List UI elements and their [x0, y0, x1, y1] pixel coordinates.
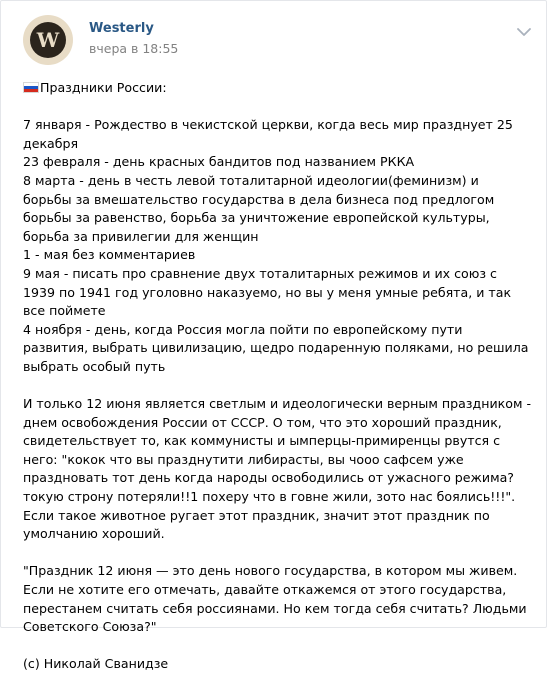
avatar[interactable]	[23, 15, 73, 65]
post-text	[23, 79, 531, 674]
post-header	[23, 15, 523, 65]
holiday-item: 9 мая - писать про сравнение двух тоталитарных режимов и их союз с 1939 по 1941 год уголовно наказуемо, но вы у меня умные ребята, и так все поймете	[23, 265, 512, 319]
avatar-logo: W	[30, 22, 66, 58]
post-title-line	[23, 79, 531, 98]
holiday-item: 7 января - Рождество в чекистской церкви, когда весь мир празднует 25 декабря	[23, 117, 513, 151]
holiday-item: 8 марта - день в честь левой тоталитарной идеологии(феминизм) и борьбы за вмешательство государства в дела бизнеса под предлогом борьбы за равенство, борьба за уничтожение европейской культуры, борьба за привилегии для женщин	[23, 172, 495, 244]
chevron-down-icon[interactable]	[517, 27, 531, 37]
june-paragraph: И только 12 июня является светлым и идеологически верным праздником - днем освобождения России от СССР. О том, что это хороший праздник, свидетельствует то, как коммунисты и ымперцы-примиренцы рвутся с него: "кокок что вы празднутити либирасты, вы чооо сафсем уже праздновать тот день когда народы освободились от ужасного режима? токую строну потеряли!!1 похеру что в говне жили, зото нас боялись!!!". Если такое животное ругает этот праздник, значит этот праздник по умолчанию хороший.	[23, 396, 531, 542]
holiday-item: 1 - мая без комментариев	[23, 247, 196, 263]
holiday-item: 4 ноября - день, когда Россия могла пойти по европейскому пути развития, выбрать цивилизацию, щедро подаренную поляками, но решила выбрать особый путь	[23, 321, 529, 374]
russia-flag-icon	[23, 82, 39, 93]
author-name[interactable]: Westerly	[89, 21, 154, 36]
holiday-item: 23 февраля - день красных бандитов под названием РККА	[23, 154, 415, 170]
signature: (c) Николай Сванидзе	[23, 656, 169, 672]
post-timestamp[interactable]: вчера в 18:55	[89, 41, 179, 56]
post-title: Праздники России:	[40, 80, 167, 95]
quote-paragraph: "Праздник 12 июня — это день нового государства, в котором мы живем. Если не хотите его отмечать, давайте откажемся от этого государства, перестанем считать себя россиянами. Но кем тогда себя считать? Людьми Советского Союза?"	[23, 563, 527, 635]
